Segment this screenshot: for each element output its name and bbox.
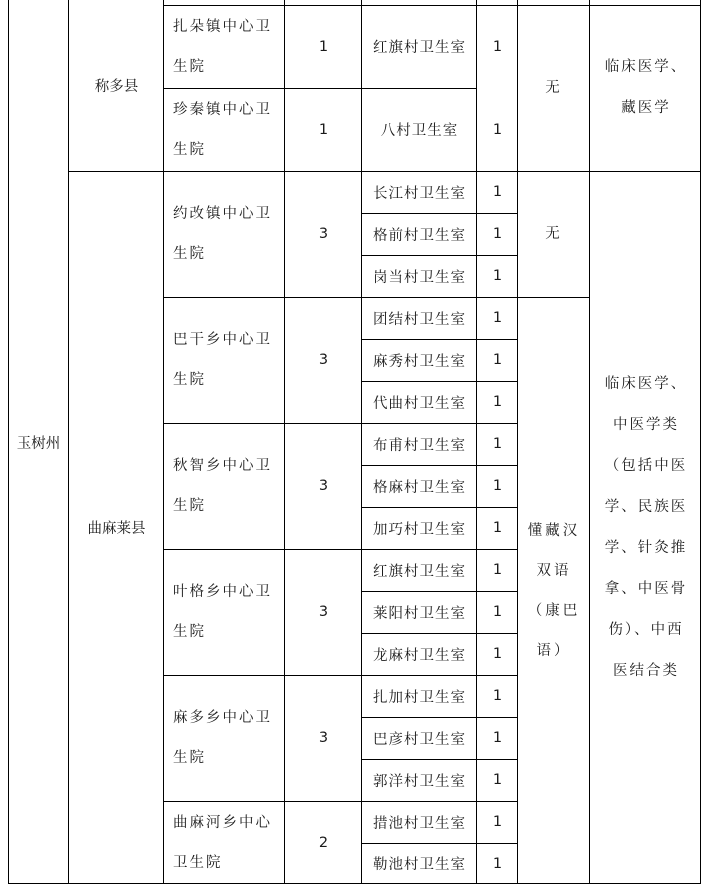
- grid-line: [361, 759, 518, 760]
- major-requirement: 临床医学、中医学类（包括中医学、民族医学、针灸推拿、中医骨伤）、中西医结合类: [604, 375, 688, 679]
- language-cell: [518, 297, 590, 884]
- village-name: 格麻村卫生室: [373, 479, 466, 496]
- hospital-cell: [164, 549, 285, 675]
- grid-line: [163, 423, 518, 424]
- grid-line: [361, 339, 518, 340]
- hospital-cell: [164, 171, 285, 297]
- village-name: 莱阳村卫生室: [373, 605, 466, 622]
- hospital-name: 麻多乡中心卫生院: [173, 710, 272, 766]
- major-requirement: 临床医学、藏医学: [604, 59, 688, 116]
- village-name: 格前村卫生室: [373, 227, 466, 244]
- village-name: 巴彦村卫生室: [373, 731, 466, 748]
- village-count: 1: [492, 268, 503, 284]
- hospital-cell: [164, 801, 285, 884]
- hospital-name: 秋智乡中心卫生院: [173, 458, 272, 514]
- hospital-count: 3: [318, 352, 329, 368]
- village-name: 八村卫生室: [380, 123, 459, 139]
- village-name: 龙麻村卫生室: [373, 647, 466, 664]
- village-name: 红旗村卫生室: [373, 40, 466, 56]
- village-count: 1: [492, 436, 503, 452]
- grid-line: [361, 465, 518, 466]
- grid-line: [361, 717, 518, 718]
- grid-line: [476, 0, 477, 884]
- grid-line: [8, 883, 701, 884]
- village-name: 郭洋村卫生室: [373, 773, 466, 790]
- grid-line: [163, 0, 164, 884]
- village-count: 1: [492, 38, 503, 55]
- major-cell: [590, 5, 702, 171]
- grid-line: [361, 255, 518, 256]
- grid-line: [361, 381, 518, 382]
- grid-line: [163, 297, 590, 298]
- village-name: 团结村卫生室: [373, 311, 466, 328]
- hospital-count: 2: [318, 834, 329, 851]
- grid-line: [517, 0, 518, 884]
- village-name: 扎加村卫生室: [373, 689, 466, 706]
- grid-line: [284, 0, 285, 884]
- grid-line: [361, 843, 518, 844]
- village-count: 1: [492, 352, 503, 368]
- grid-line: [8, 0, 9, 884]
- prefecture-name: 玉树州: [16, 435, 61, 452]
- village-name: 岗当村卫生室: [373, 269, 466, 286]
- village-name: 长江村卫生室: [373, 185, 466, 202]
- village-count: 1: [492, 226, 503, 242]
- hospital-cell: [164, 5, 285, 88]
- major-cell: [590, 171, 702, 884]
- village-name: 勒池村卫生室: [373, 857, 466, 873]
- hospital-name: 扎朵镇中心卫生院: [173, 18, 272, 75]
- hospital-name: 约改镇中心卫生院: [173, 206, 272, 262]
- village-count: 1: [492, 478, 503, 494]
- hospital-count: 3: [318, 226, 329, 242]
- grid-line: [361, 507, 518, 508]
- county-name: 称多县: [94, 79, 139, 95]
- prefecture-cell: [8, 0, 69, 884]
- village-name: 代曲村卫生室: [373, 395, 466, 412]
- grid-line: [163, 88, 477, 89]
- language-cell: [518, 171, 590, 297]
- hospital-name: 珍秦镇中心卫生院: [173, 101, 272, 158]
- village-count: 1: [492, 604, 503, 620]
- county-cell: [69, 171, 164, 884]
- grid-line: [700, 0, 701, 884]
- village-count: 1: [492, 562, 503, 578]
- hospital-name: 巴干乡中心卫生院: [173, 332, 272, 388]
- village-count: 1: [492, 121, 503, 138]
- hospital-name: 曲麻河乡中心卫生院: [173, 814, 272, 871]
- county-name: 曲麻莱县: [87, 521, 146, 537]
- county-cell: [69, 0, 164, 171]
- hospital-cell: [164, 297, 285, 423]
- grid-line: [361, 0, 362, 884]
- grid-line: [163, 5, 701, 6]
- village-count: 1: [492, 814, 503, 830]
- grid-line: [68, 0, 69, 884]
- grid-line: [163, 801, 518, 802]
- village-count: 1: [492, 772, 503, 788]
- language-requirement: 无: [545, 80, 563, 96]
- grid-line: [361, 213, 518, 214]
- hospital-count: 3: [318, 604, 329, 620]
- village-count: 1: [492, 394, 503, 410]
- hospital-count: 1: [318, 121, 329, 138]
- village-name: 措池村卫生室: [373, 815, 466, 832]
- hospital-count: 3: [318, 730, 329, 746]
- language-requirement: 懂藏汉双语（康巴语）: [527, 522, 581, 659]
- village-name: 加巧村卫生室: [373, 521, 466, 538]
- village-count: 1: [492, 688, 503, 704]
- village-count: 1: [492, 855, 503, 872]
- village-count: 1: [492, 520, 503, 536]
- hospital-name: 叶格乡中心卫生院: [173, 584, 272, 640]
- language-requirement: 无: [545, 226, 563, 242]
- village-count: 1: [492, 646, 503, 662]
- grid-line: [163, 549, 518, 550]
- village-name: 麻秀村卫生室: [373, 353, 466, 370]
- village-name: 红旗村卫生室: [373, 563, 466, 580]
- hospital-count: 1: [318, 38, 329, 55]
- village-count: 1: [492, 310, 503, 326]
- village-count: 1: [492, 184, 503, 200]
- hospital-cell: [164, 423, 285, 549]
- grid-line: [589, 0, 590, 884]
- grid-line: [361, 633, 518, 634]
- village-name: 布甫村卫生室: [373, 437, 466, 454]
- village-count: 1: [492, 730, 503, 746]
- language-cell: [518, 5, 590, 171]
- grid-line: [163, 675, 518, 676]
- grid-line: [68, 171, 701, 172]
- hospital-cell: [164, 675, 285, 801]
- hospital-count: 3: [318, 478, 329, 494]
- hospital-cell: [164, 88, 285, 171]
- grid-line: [361, 591, 518, 592]
